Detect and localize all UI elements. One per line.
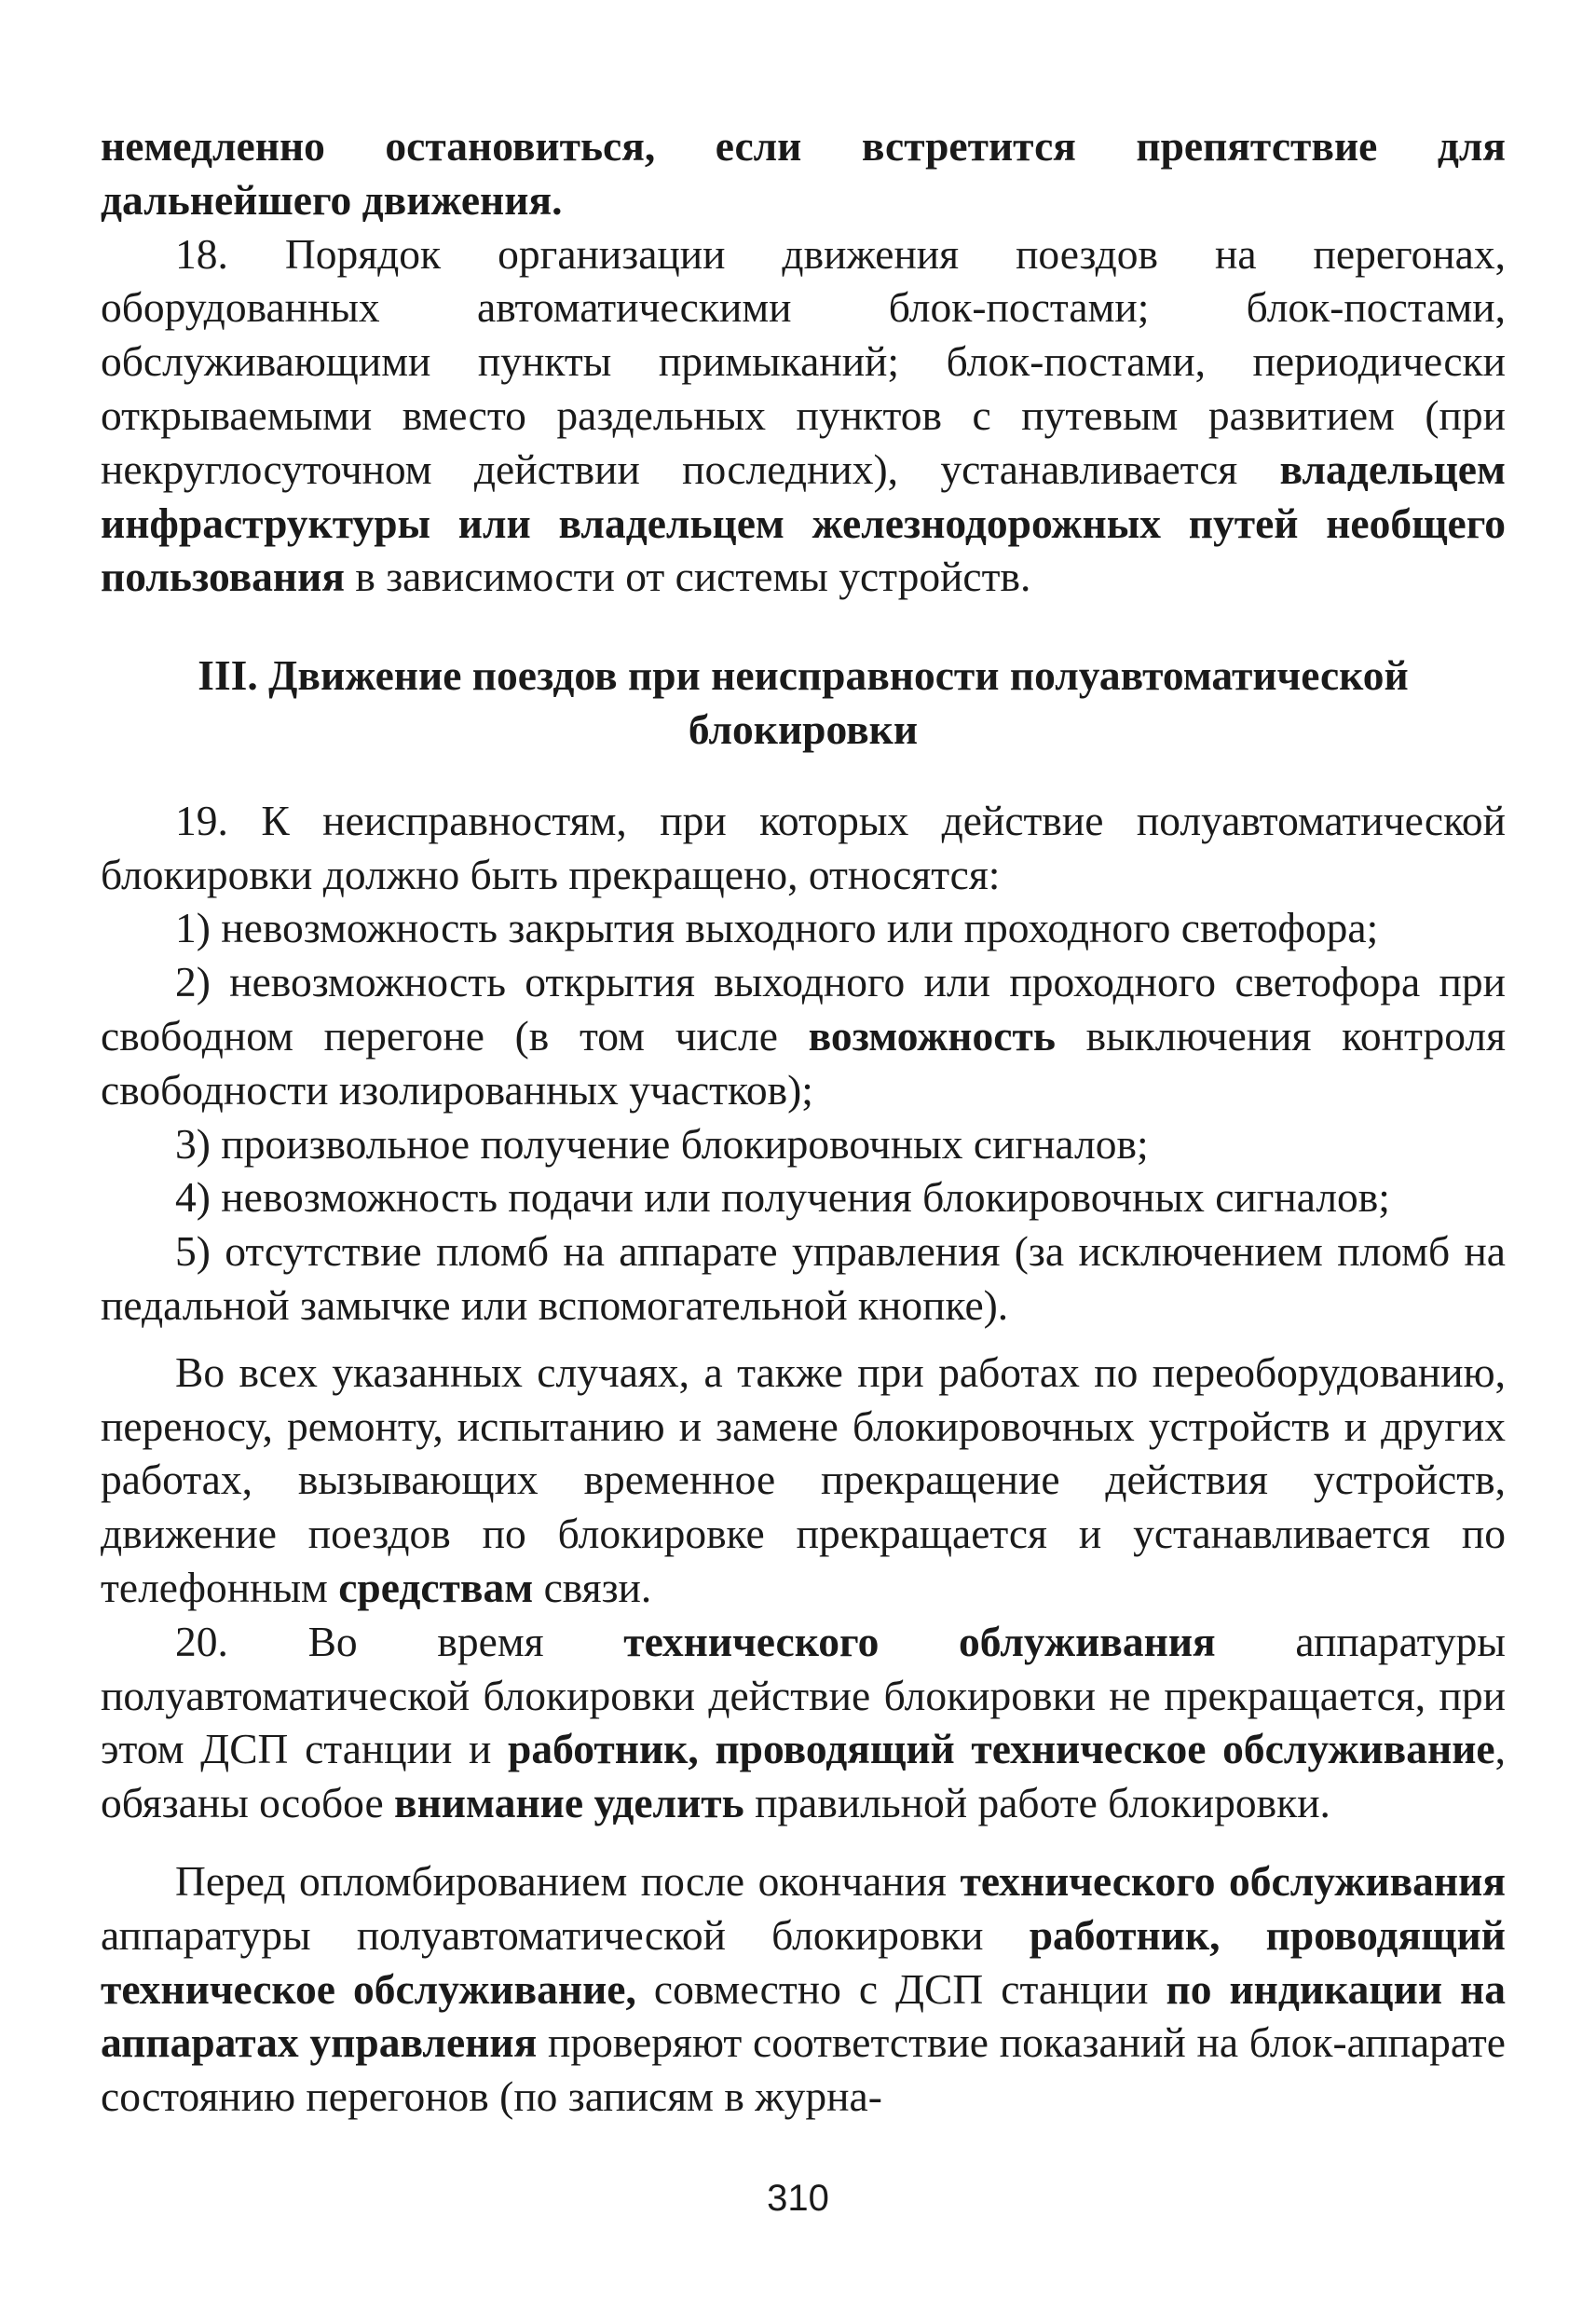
item-18-text: 18. Порядок организации движения поездов на перегонах, оборудованных автоматическими блок-постами; блок-постами, обслуживающими пункты примыканий; блок-постами, периодически открываемыми вместо раздельных пунктов с путевым развитием (при некруглосуточном действии последних), устанавливается — [101, 229, 1506, 493]
after-text-end: связи. — [533, 1563, 652, 1611]
list-item-2-text-end: выключения контроля свободности изолированных участков); — [101, 1011, 1506, 1114]
book-page — [101, 119, 1506, 2124]
bold-text: немедленно остановиться, если встретится препятствие для дальнейшего движения. — [101, 122, 1506, 224]
page-number: 310 — [767, 2178, 829, 2219]
p2-bold-3: по индикации на аппаратах управления — [101, 1964, 1506, 2067]
item-18-paragraph — [101, 227, 1506, 605]
p2-bold-2: работник, проводящий техническое обслуживание, — [101, 1910, 1506, 2013]
after-bold: средствам — [338, 1563, 534, 1611]
list-item-3: 3) произвольное получение блокировочных сигналов; — [175, 1119, 1149, 1168]
p2-bold-1: технического обслуживания — [960, 1856, 1506, 1905]
p2-text-1: Перед опломбированием после окончания — [175, 1856, 961, 1905]
list-item-2-bold: возможность — [808, 1011, 1056, 1060]
item-20-second-paragraph — [101, 1854, 1506, 2124]
continued-paragraph — [101, 119, 1506, 227]
list-item-5: 5) отсутствие пломб на аппарате управления (за исключением пломб на педальной замычке или вспомогательной кнопке). — [101, 1227, 1506, 1329]
p2-text-2: аппаратуры полуавтоматической блокировки — [101, 1910, 1030, 1959]
list-item-4: 4) невозможность подачи или получения блокировочных сигналов; — [175, 1173, 1390, 1222]
item-18-bold: владельцем инфраструктуры или владельцем железнодорожных путей необщего пользования — [101, 444, 1506, 601]
item-19-after-paragraph — [101, 1346, 1506, 1615]
item-18-text-end: в зависимости от системы устройств. — [344, 553, 1031, 601]
item-20-text-4: правильной работе блокировки. — [743, 1779, 1330, 1827]
item-20-text-2: аппаратуры полуавтоматической блокировки действие блокировки не прекращается, при этом ДСП станции и — [101, 1617, 1506, 1773]
item-20-text-1: 20. Во время — [175, 1617, 624, 1665]
item-20-bold-3: внимание уделить — [394, 1779, 744, 1827]
item-19-intro: 19. К неисправностям, при которых действие полуавтоматической блокировки должно быть прекращено, относятся: — [101, 796, 1506, 898]
item-20-bold-1: технического облуживания — [623, 1617, 1216, 1665]
p2-text-4: проверяют соответствие показаний на блок-аппарате состоянию перегонов (по записям в журна- — [101, 2018, 1506, 2121]
section-heading: III. Движение поездов при неисправности полуавтоматической блокировки — [198, 651, 1409, 753]
p2-text-3: совместно с ДСП станции — [635, 1964, 1166, 2013]
list-item-2-text: 2) невозможность открытия выходного или проходного светофора при свободном перегоне (в том числе — [101, 958, 1506, 1060]
item-20-bold-2: работник, проводящий техническое обслуживание — [508, 1725, 1495, 1773]
item-20-paragraph — [101, 1615, 1506, 1830]
after-text: Во всех указанных случаях, а также при работах по переоборудованию, переносу, ремонту, испытанию и замене блокировочных устройств и других работах, вызывающих временное прекращение действия устройств, движение поездов по блокировке прекращается и устанавливается по телефонным — [101, 1347, 1506, 1611]
list-item-1: 1) невозможность закрытия выходного или проходного светофора; — [175, 904, 1379, 952]
item-20-text-3: , обязаны особое — [101, 1725, 1506, 1827]
list-item-2 — [101, 955, 1506, 1116]
